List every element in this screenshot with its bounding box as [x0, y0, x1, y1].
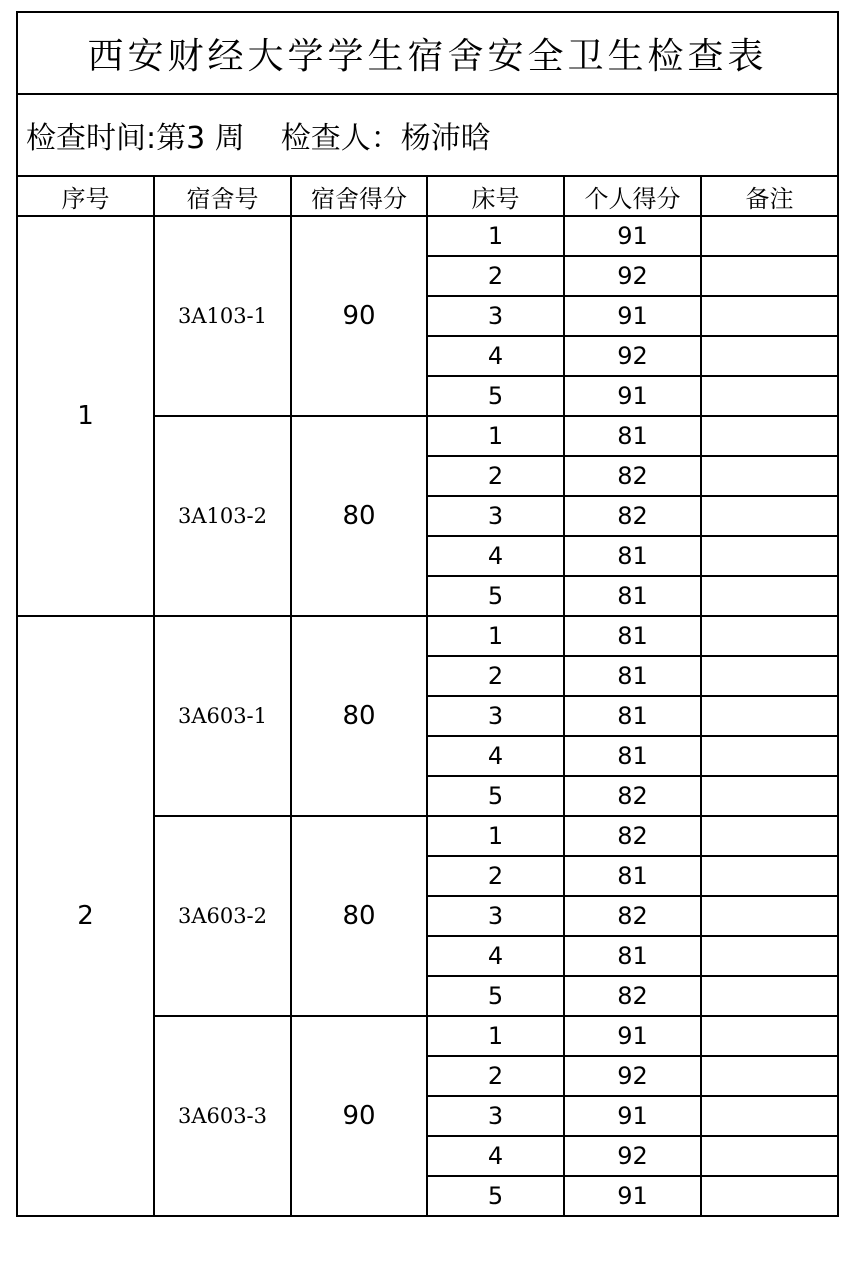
bed-cell: 4 [427, 336, 564, 376]
bed-cell: 1 [427, 416, 564, 456]
dorm-id-cell: 3A103-2 [154, 416, 291, 616]
remark-cell [701, 296, 838, 336]
personal-score-cell: 82 [564, 896, 701, 936]
remark-cell [701, 256, 838, 296]
dorm-id-cell: 3A603-2 [154, 816, 291, 1016]
personal-score-cell: 81 [564, 696, 701, 736]
remark-cell [701, 616, 838, 656]
bed-cell: 5 [427, 976, 564, 1016]
personal-score-cell: 91 [564, 1016, 701, 1056]
dorm-score-cell: 80 [291, 816, 427, 1016]
dorm-id-cell: 3A603-3 [154, 1016, 291, 1216]
dorm-id-cell: 3A103-1 [154, 216, 291, 416]
header-bed: 床号 [427, 176, 564, 216]
bed-cell: 3 [427, 1096, 564, 1136]
personal-score-cell: 91 [564, 376, 701, 416]
remark-cell [701, 336, 838, 376]
serial-cell: 1 [17, 216, 154, 616]
bed-cell: 2 [427, 656, 564, 696]
remark-cell [701, 456, 838, 496]
bed-cell: 1 [427, 616, 564, 656]
inspection-table [16, 11, 839, 1217]
remark-cell [701, 416, 838, 456]
remark-cell [701, 936, 838, 976]
remark-cell [701, 1056, 838, 1096]
remark-cell [701, 1176, 838, 1216]
remark-cell [701, 496, 838, 536]
header-remark: 备注 [701, 176, 838, 216]
bed-cell: 1 [427, 1016, 564, 1056]
header-dorm: 宿舍号 [154, 176, 291, 216]
time-value: 第3 周 [156, 121, 245, 156]
remark-cell [701, 1016, 838, 1056]
personal-score-cell: 91 [564, 1096, 701, 1136]
dorm-score-cell: 80 [291, 616, 427, 816]
remark-cell [701, 856, 838, 896]
personal-score-cell: 92 [564, 336, 701, 376]
bed-cell: 3 [427, 696, 564, 736]
bed-cell: 4 [427, 936, 564, 976]
remark-cell [701, 216, 838, 256]
personal-score-cell: 91 [564, 296, 701, 336]
remark-cell [701, 776, 838, 816]
remark-cell [701, 656, 838, 696]
bed-cell: 4 [427, 736, 564, 776]
bed-cell: 5 [427, 1176, 564, 1216]
remark-cell [701, 376, 838, 416]
personal-score-cell: 81 [564, 616, 701, 656]
bed-cell: 4 [427, 1136, 564, 1176]
remark-cell [701, 976, 838, 1016]
dorm-score-cell: 80 [291, 416, 427, 616]
personal-score-cell: 92 [564, 1136, 701, 1176]
bed-cell: 5 [427, 376, 564, 416]
page-title: 西安财经大学学生宿舍安全卫生检查表 [17, 12, 838, 94]
bed-cell: 2 [427, 456, 564, 496]
personal-score-cell: 81 [564, 936, 701, 976]
personal-score-cell: 82 [564, 456, 701, 496]
personal-score-cell: 81 [564, 416, 701, 456]
header-personal-score: 个人得分 [564, 176, 701, 216]
bed-cell: 3 [427, 896, 564, 936]
time-label: 检查时间: [26, 121, 157, 156]
bed-cell: 2 [427, 256, 564, 296]
bed-cell: 4 [427, 536, 564, 576]
table-row [17, 616, 838, 656]
personal-score-cell: 82 [564, 776, 701, 816]
header-row [17, 176, 838, 216]
remark-cell [701, 1096, 838, 1136]
remark-cell [701, 816, 838, 856]
bed-cell: 1 [427, 816, 564, 856]
bed-cell: 2 [427, 856, 564, 896]
remark-cell [701, 576, 838, 616]
serial-cell: 2 [17, 616, 154, 1216]
personal-score-cell: 82 [564, 816, 701, 856]
personal-score-cell: 81 [564, 656, 701, 696]
personal-score-cell: 81 [564, 576, 701, 616]
personal-score-cell: 92 [564, 256, 701, 296]
personal-score-cell: 91 [564, 216, 701, 256]
personal-score-cell: 81 [564, 536, 701, 576]
personal-score-cell: 82 [564, 976, 701, 1016]
remark-cell [701, 536, 838, 576]
bed-cell: 3 [427, 296, 564, 336]
personal-score-cell: 82 [564, 496, 701, 536]
inspector-value: 杨沛晗 [400, 121, 491, 156]
personal-score-cell: 92 [564, 1056, 701, 1096]
inspector-label: 检查人： [280, 121, 401, 156]
personal-score-cell: 81 [564, 856, 701, 896]
bed-cell: 5 [427, 776, 564, 816]
remark-cell [701, 1136, 838, 1176]
bed-cell: 2 [427, 1056, 564, 1096]
inspection-info [17, 94, 838, 176]
bed-cell: 5 [427, 576, 564, 616]
dorm-id-cell: 3A603-1 [154, 616, 291, 816]
remark-cell [701, 696, 838, 736]
bed-cell: 1 [427, 216, 564, 256]
header-serial: 序号 [17, 176, 154, 216]
personal-score-cell: 81 [564, 736, 701, 776]
header-dorm-score: 宿舍得分 [291, 176, 427, 216]
table-row [17, 216, 838, 256]
personal-score-cell: 91 [564, 1176, 701, 1216]
remark-cell [701, 736, 838, 776]
dorm-score-cell: 90 [291, 1016, 427, 1216]
bed-cell: 3 [427, 496, 564, 536]
remark-cell [701, 896, 838, 936]
dorm-score-cell: 90 [291, 216, 427, 416]
